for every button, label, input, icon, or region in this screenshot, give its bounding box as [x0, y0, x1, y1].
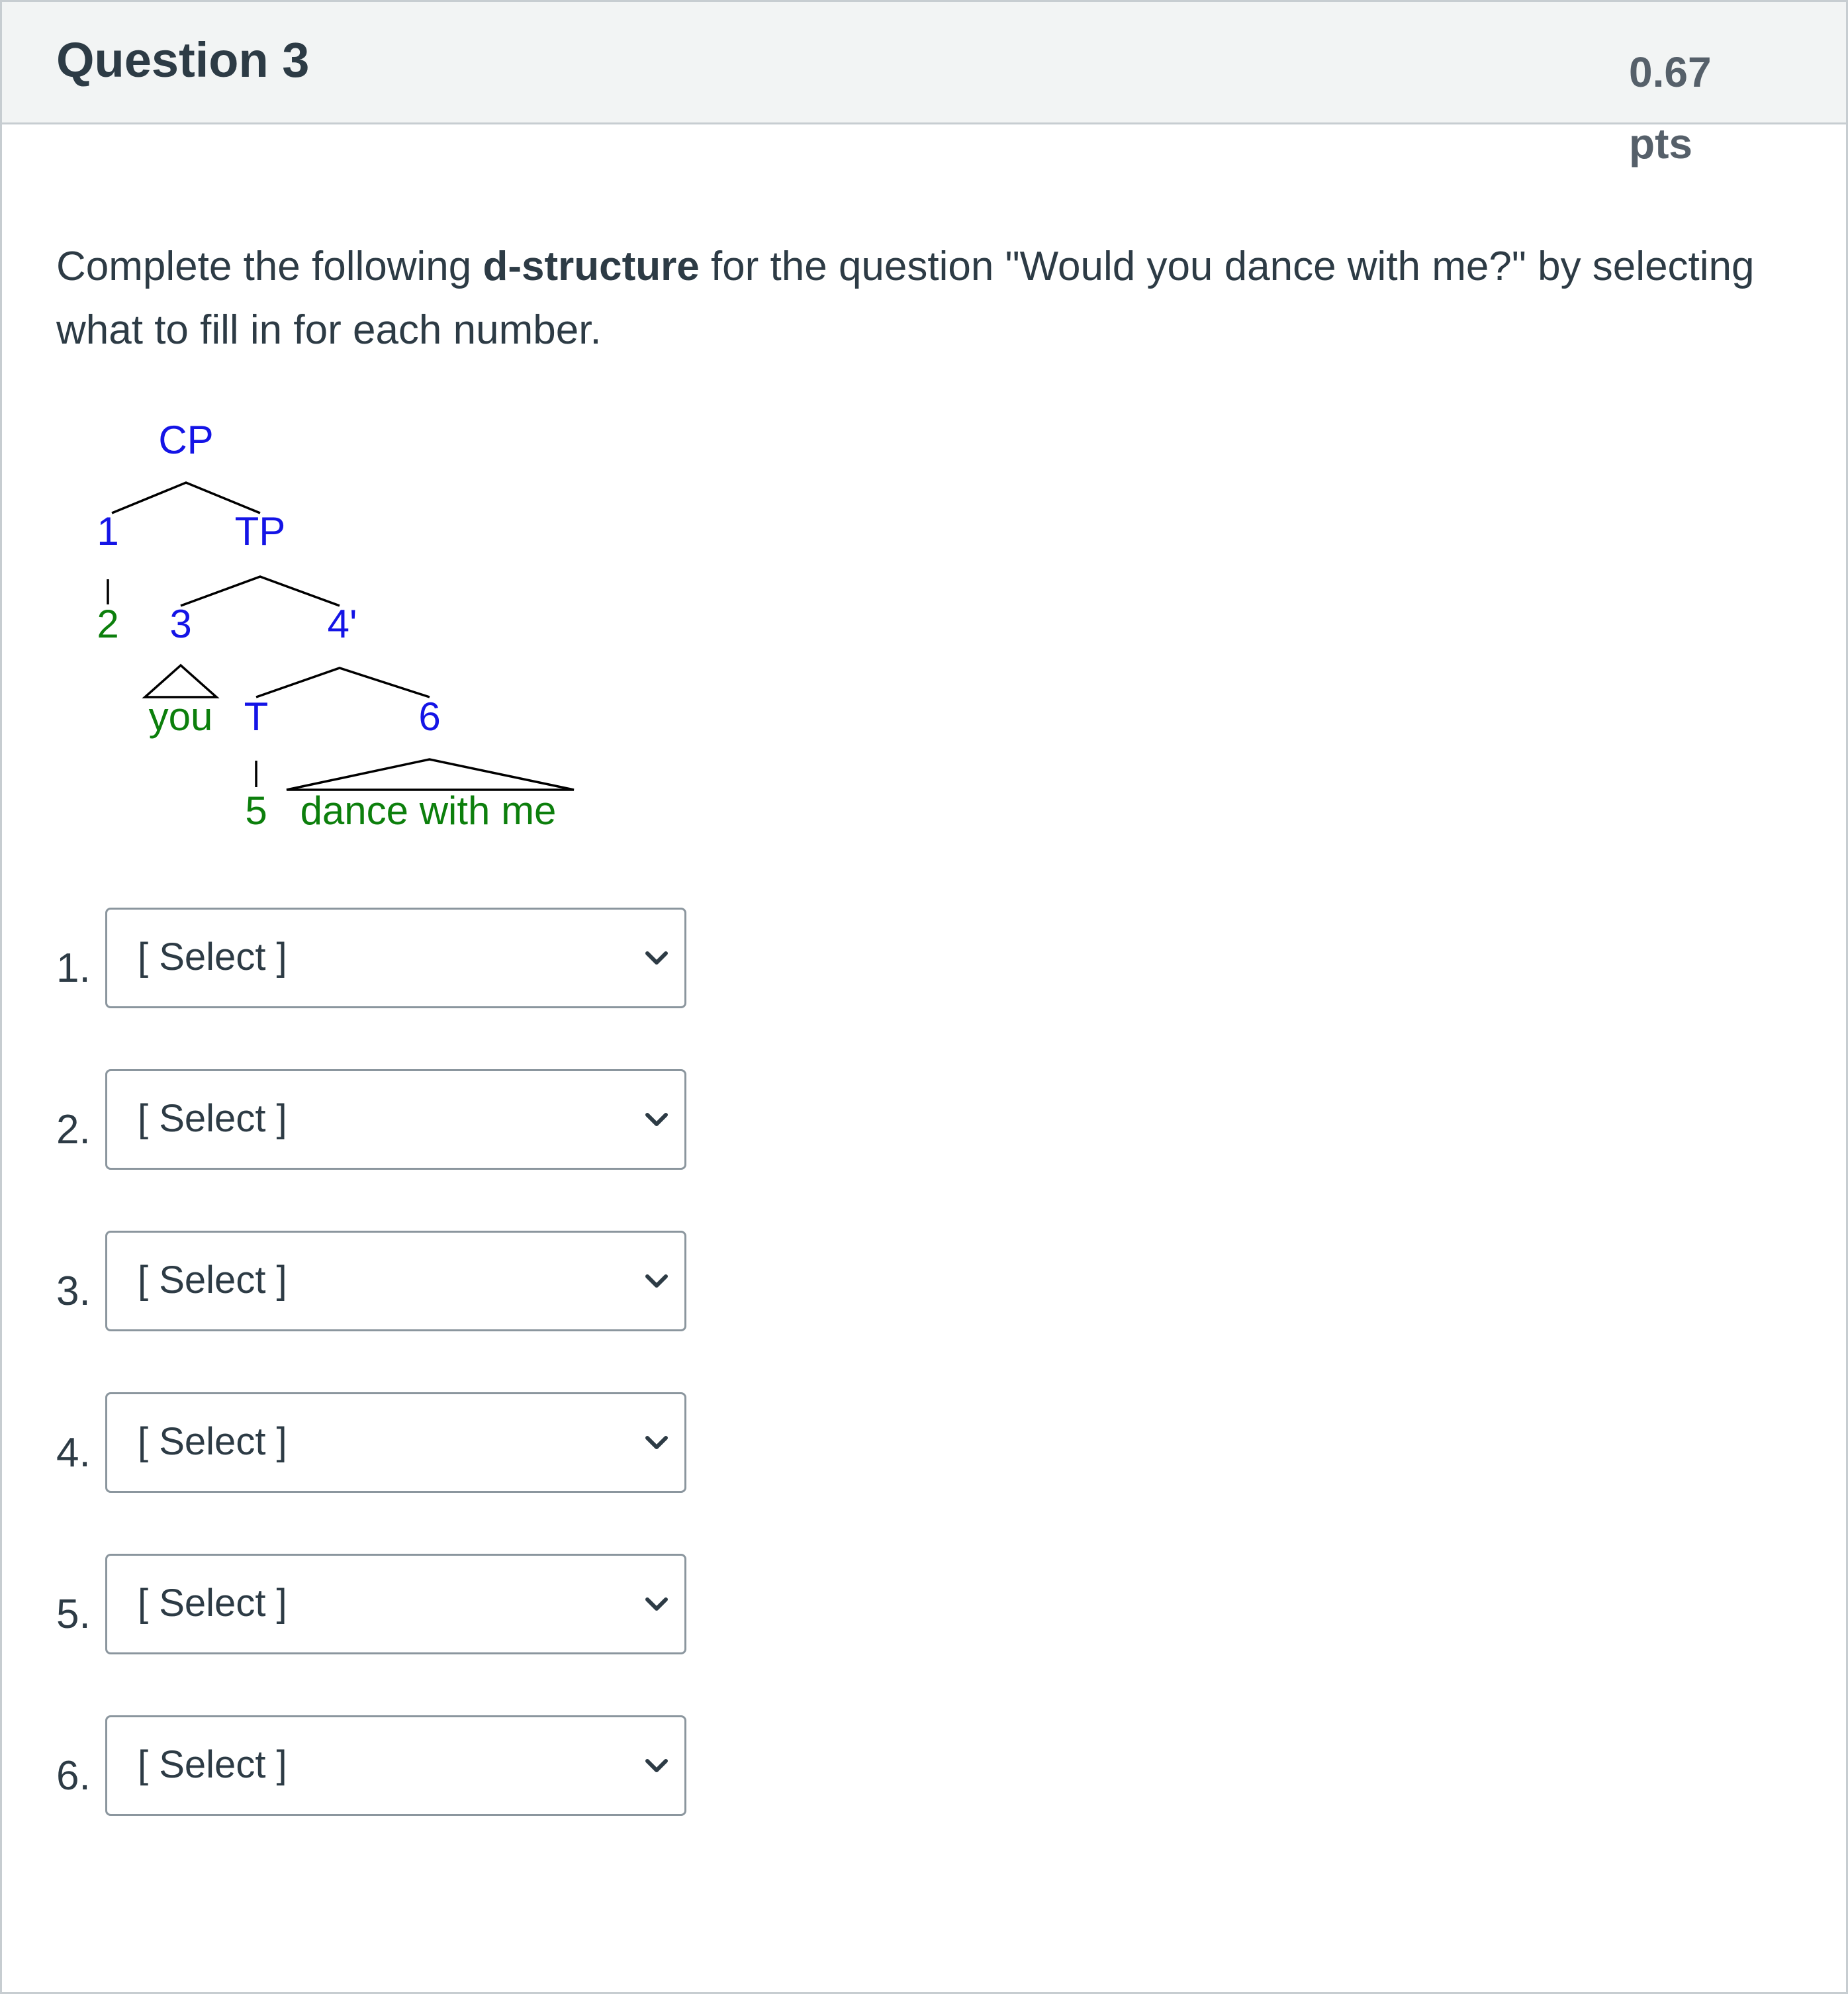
- tree-node-3: 3: [169, 602, 192, 646]
- answer-select-4[interactable]: [105, 1392, 686, 1493]
- tree-branch-tp: [181, 577, 340, 606]
- chevron-down-icon: [643, 1431, 670, 1455]
- answer-number: 4.: [56, 1430, 91, 1476]
- answer-select-2[interactable]: [105, 1069, 686, 1170]
- tree-node-tp: TP: [234, 509, 286, 553]
- chevron-down-icon: [643, 1754, 670, 1778]
- tree-node-phrase: dance with me: [300, 788, 557, 833]
- select-placeholder: [ Select ]: [138, 1097, 287, 1140]
- answer-select-6[interactable]: [105, 1715, 686, 1816]
- answer-number: 2.: [56, 1107, 91, 1153]
- question-title: Question 3: [56, 32, 310, 87]
- select-placeholder: [ Select ]: [138, 1420, 287, 1463]
- tree-triangle-3: [145, 665, 216, 697]
- tree-triangle-6: [287, 759, 574, 790]
- chevron-down-icon: [643, 1593, 670, 1617]
- tree-node-4prime: 4': [327, 602, 357, 646]
- prompt-bold-term: d-structure: [483, 244, 700, 289]
- question-points: 0.67 pts: [1629, 48, 1712, 167]
- tree-node-5: 5: [245, 788, 267, 833]
- select-placeholder: [ Select ]: [138, 1582, 287, 1625]
- chevron-down-icon: [643, 1108, 670, 1132]
- answer-select-3[interactable]: [105, 1231, 686, 1331]
- prompt-text-after: for the question "Would you dance with me?" by selecting what to fill in for each number.: [56, 244, 1755, 353]
- tree-node-t: T: [244, 694, 269, 739]
- tree-node-6: 6: [418, 694, 441, 739]
- answer-number: 3.: [56, 1268, 91, 1314]
- question-prompt: [56, 235, 1777, 362]
- select-placeholder: [ Select ]: [138, 1258, 287, 1302]
- prompt-text-before: Complete the following: [56, 244, 483, 289]
- chevron-down-icon: [643, 1270, 670, 1294]
- syntax-tree-diagram: [81, 419, 598, 856]
- answer-select-5[interactable]: [105, 1554, 686, 1654]
- select-placeholder: [ Select ]: [138, 935, 287, 978]
- answer-number: 6.: [56, 1753, 91, 1799]
- select-placeholder: [ Select ]: [138, 1743, 287, 1786]
- tree-node-cp: CP: [158, 419, 214, 462]
- answer-select-1[interactable]: [105, 908, 686, 1008]
- tree-node-1: 1: [97, 509, 119, 553]
- tree-node-2: 2: [97, 602, 119, 646]
- chevron-down-icon: [643, 947, 670, 971]
- answer-number: 5.: [56, 1591, 91, 1637]
- tree-node-you: you: [148, 694, 213, 739]
- answer-number: 1.: [56, 945, 91, 991]
- tree-branch-4prime: [256, 668, 430, 697]
- question-header: [2, 2, 1846, 167]
